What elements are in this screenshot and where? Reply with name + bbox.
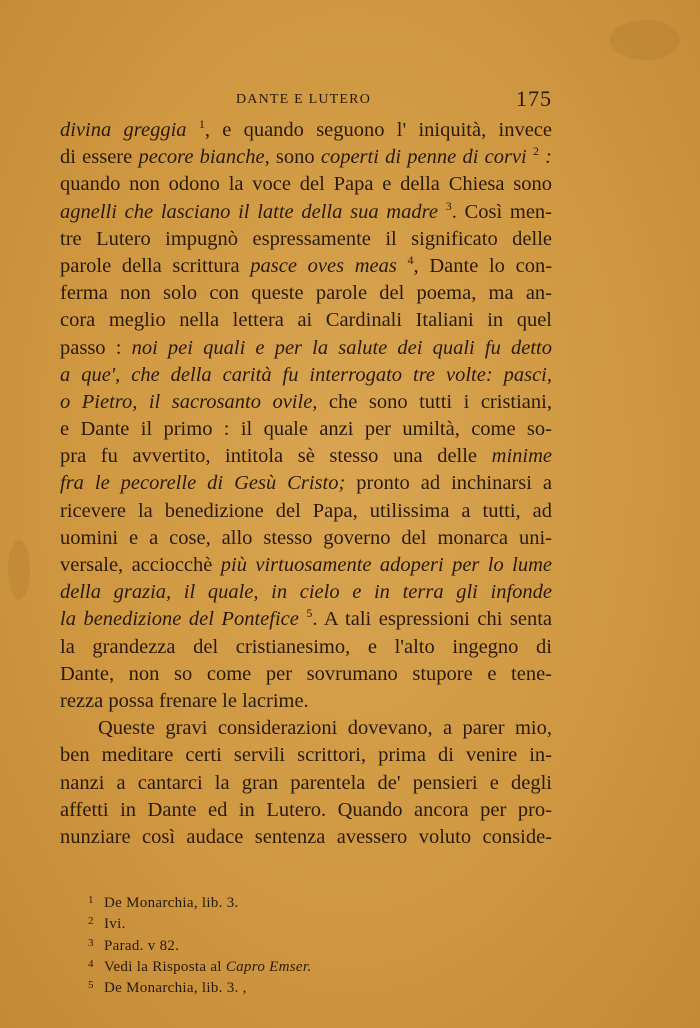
text-run: la grandezza del cristianesimo, e l'alto ingegno di [60,635,552,658]
footnote [88,954,468,975]
text-run: quando non odono la voce del Papa e della Chiesa sono [60,173,552,196]
text-run: e Dante il primo : il quale anzi per umiltà, come so- [60,418,552,441]
text-line [60,824,552,851]
italic-text: noi pei quali e per la salute dei quali fu detto [131,336,553,359]
text-line [60,661,552,688]
text-line [60,797,552,824]
italic-text: della grazia, il quale, in cielo e in terra gli infonde [60,581,552,604]
text-run: affetti in Dante ed in Lutero. Quando ancora per pro- [60,798,552,821]
italic-text: divina greggia [60,119,187,141]
text-line [60,362,552,389]
page-number: 175 [516,86,552,111]
italic-text: pecore bianche, [138,146,270,169]
text-line [60,770,552,797]
text-run: nunziare così audace sentenza avessero voluto conside- [60,825,552,848]
italic-text: agnelli che lasciano il latte della sua madre [60,200,438,223]
italic-text: più virtuosamente adoperi per lo lume [220,554,552,576]
text-run: pronto ad inchinarsi a [345,472,552,495]
footnote-ref: 5 [306,606,313,621]
text-line [60,606,552,633]
text-run: tre Lutero impugnò espressamente il significato delle [60,227,552,250]
footnote [88,933,468,954]
text-run: ferma non solo con queste parole del poema, ma an- [60,282,552,305]
footnote-number: 5 [88,979,94,992]
text-line [60,688,552,715]
text-run: , Dante lo con- [413,254,553,277]
text-line [60,389,552,416]
text-run: rezza possa frenare le lacrime. [60,689,309,712]
text-run [187,119,199,141]
text-run: nanzi a cantarci la gran parentela de' pensieri e degli [60,771,552,794]
body-text [60,117,552,851]
footnote [88,890,468,911]
text-line [60,498,552,525]
text-line [60,634,552,661]
text-line [60,280,552,307]
text-run: Dante, non so come per sovrumano stupore e tene- [60,662,552,685]
text-run: passo : [60,336,132,359]
text-run: De Monarchia, lib. 3. , [104,980,247,997]
footnote-ref: 4 [407,252,414,267]
italic-text: fra le pecorelle di Gesù Cristo; [60,472,346,495]
footnote [88,911,468,932]
italic-text: : [538,146,552,169]
italic-text: minime [491,445,552,468]
text-line [60,416,552,443]
text-line [60,715,552,742]
italic-text: la benedizione del Pontefice [60,608,299,631]
footnote-ref: 3 [445,198,452,213]
text-run: di essere [60,146,139,169]
text-run: . A tali espressioni chi senta [312,608,553,631]
footnote-number: 4 [88,957,94,970]
italic-text: coperti di penne di corvi [320,146,527,169]
text-run: , e quando seguono l' iniquità, invece [204,119,552,141]
text-line [60,470,552,497]
text-run: parole della scrittura [60,254,251,277]
text-line [60,171,552,198]
text-line [60,525,552,552]
text-line [60,552,552,579]
text-line [60,307,552,334]
footnote-ref: 2 [532,144,539,159]
text-line [60,144,552,171]
text-run [397,255,408,277]
text-run: Ivi. [104,916,126,933]
text-run: ben meditare certi servili scrittori, prima di venire in- [60,744,552,767]
paper-stain [610,20,680,60]
text-run: Queste gravi considerazioni dovevano, a parer mio, [98,717,552,740]
footnote [88,975,468,996]
italic-text: pasce oves meas [250,254,397,277]
italic-text: Capro Emser. [225,958,312,975]
text-line [60,579,552,606]
text-run: che sono tutti i cristiani, [317,390,552,413]
running-title: DANTE E LUTERO [236,92,372,107]
italic-text: o Pietro, il sacrosanto ovile, [60,390,318,413]
footnote-number: 1 [88,894,94,906]
text-run: De Monarchia, lib. 3. [104,895,239,911]
text-line [60,226,552,253]
text-line [60,253,552,280]
text-run: sono [269,146,321,169]
text-line [60,199,552,226]
text-run: Vedi la Risposta al [104,958,226,975]
footnotes [88,890,468,996]
footnote-number: 2 [88,915,94,928]
italic-text: a que', che della carità fu interrogato tre volte: pasci, [60,363,552,386]
footnote-ref: 1 [198,117,205,131]
text-run: uomini e a cose, allo stesso governo del monarca uni- [60,526,552,549]
text-run: versale, acciocchè [60,554,221,576]
text-run: pra fu avvertito, intitola sè stesso una delle [60,445,492,468]
text-line [60,335,552,362]
text-line [60,117,552,144]
text-run [438,201,446,223]
text-run: cora meglio nella lettera ai Cardinali Italiani in quel [60,309,552,332]
text-run: Parad. v 82. [104,937,180,954]
text-line [60,742,552,769]
paper-stain [8,540,30,600]
text-run: ricevere la benedizione del Papa, utilissima a tutti, ad [60,499,552,522]
page-header [60,86,552,112]
text-run: . Così men- [451,200,553,223]
text-line [60,443,552,470]
footnote-number: 3 [88,936,94,949]
